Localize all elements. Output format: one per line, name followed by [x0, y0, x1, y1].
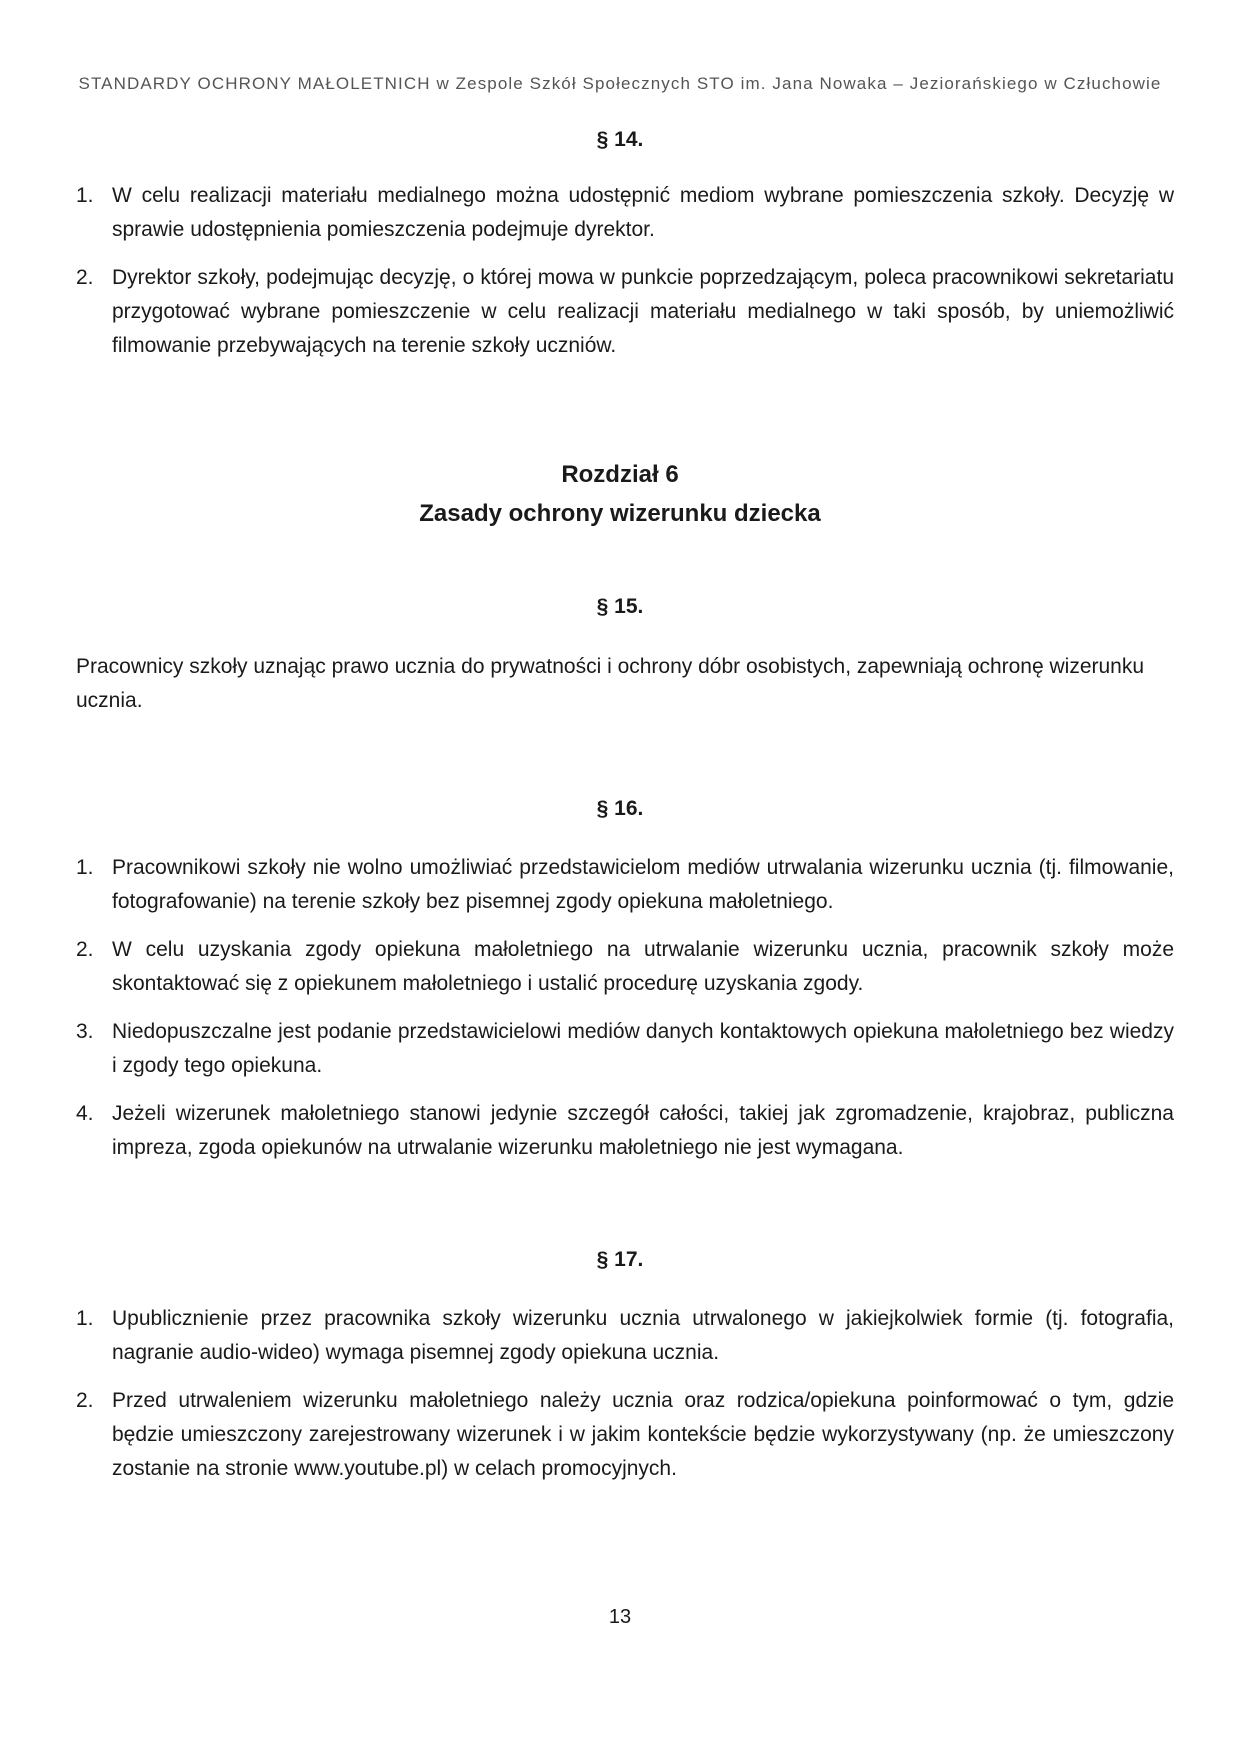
list-item: [76, 933, 1174, 1001]
item-number: 4.: [76, 1102, 94, 1125]
item-text: Niedopuszczalne jest podanie przedstawicielowi mediów danych kontaktowych opiekuna małoletniego bez wiedzy i zgody tego opiekuna.: [112, 1020, 1174, 1077]
chapter-number: Rozdział 6: [561, 461, 679, 488]
running-header: STANDARDY OCHRONY MAŁOLETNICH w Zespole Szkół Społecznych STO im. Jana Nowaka – Jeziorańskiego w Człuchowie: [78, 74, 1162, 93]
list-item: [76, 1097, 1174, 1165]
section-heading-15: § 15.: [596, 595, 644, 618]
section-heading-17: § 17.: [596, 1248, 644, 1271]
section-heading-16: § 16.: [596, 797, 644, 820]
item-number: 2.: [76, 266, 94, 289]
list-item: [76, 1302, 1174, 1370]
section-heading-14: § 14.: [596, 128, 644, 151]
item-number: 1.: [76, 856, 94, 879]
item-text: W celu uzyskania zgody opiekuna małoletniego na utrwalanie wizerunku ucznia, pracownik szkoły może skontaktować się z opiekunem małoletniego i ustalić procedurę uzyskania zgody.: [112, 938, 1174, 995]
item-text: Dyrektor szkoły, podejmując decyzję, o której mowa w punkcie poprzedzającym, poleca pracownikowi sekretariatu przygotować wybrane pomieszczenie w celu realizacji materiału medialnego w taki sposób, by uniemożliwić filmowanie przebywających na terenie szkoły uczniów.: [112, 266, 1174, 357]
list-item: [76, 1015, 1174, 1083]
list-item: [76, 851, 1174, 919]
section-15-text: Pracownicy szkoły uznając prawo ucznia do prywatności i ochrony dóbr osobistych, zapewniają ochronę wizerunku ucznia.: [76, 655, 1145, 712]
item-number: 2.: [76, 938, 94, 961]
list-item: [76, 179, 1174, 247]
section-17-list: [76, 1302, 1174, 1500]
item-number: 1.: [76, 1307, 94, 1330]
item-text: Jeżeli wizerunek małoletniego stanowi jedynie szczegół całości, takiej jak zgromadzenie, krajobraz, publiczna impreza, zgoda opiekunów na utrwalanie wizerunku małoletniego nie jest wymagana.: [112, 1102, 1174, 1159]
item-text: Upublicznienie przez pracownika szkoły wizerunku ucznia utrwalonego w jakiejkolwiek formie (tj. fotografia, nagranie audio-wideo) wymaga pisemnej zgody opiekuna ucznia.: [112, 1307, 1174, 1364]
item-number: 3.: [76, 1020, 94, 1043]
item-text: W celu realizacji materiału medialnego można udostępnić mediom wybrane pomieszczenia szkoły. Decyzję w sprawie udostępnienia pomieszczenia podejmuje dyrektor.: [112, 184, 1174, 241]
page-number: 13: [608, 1606, 632, 1628]
list-item: [76, 1384, 1174, 1486]
section-16-list: [76, 851, 1174, 1179]
item-text: Pracownikowi szkoły nie wolno umożliwiać przedstawicielom mediów utrwalania wizerunku ucznia (tj. filmowanie, fotografowanie) na terenie szkoły bez pisemnej zgody opiekuna małoletniego.: [112, 856, 1174, 913]
list-item: [76, 261, 1174, 363]
item-number: 1.: [76, 184, 94, 207]
item-text: Przed utrwaleniem wizerunku małoletniego należy ucznia oraz rodzica/opiekuna poinformować o tym, gdzie będzie umieszczony zarejestrowany wizerunek i w jakim kontekście będzie wykorzystywany (np. że umieszczony zostanie na stronie www.youtube.pl) w celach promocyjnych.: [112, 1389, 1174, 1480]
chapter-title: Zasady ochrony wizerunku dziecka: [419, 500, 821, 527]
section-14-list: [76, 179, 1174, 377]
item-number: 2.: [76, 1389, 94, 1412]
